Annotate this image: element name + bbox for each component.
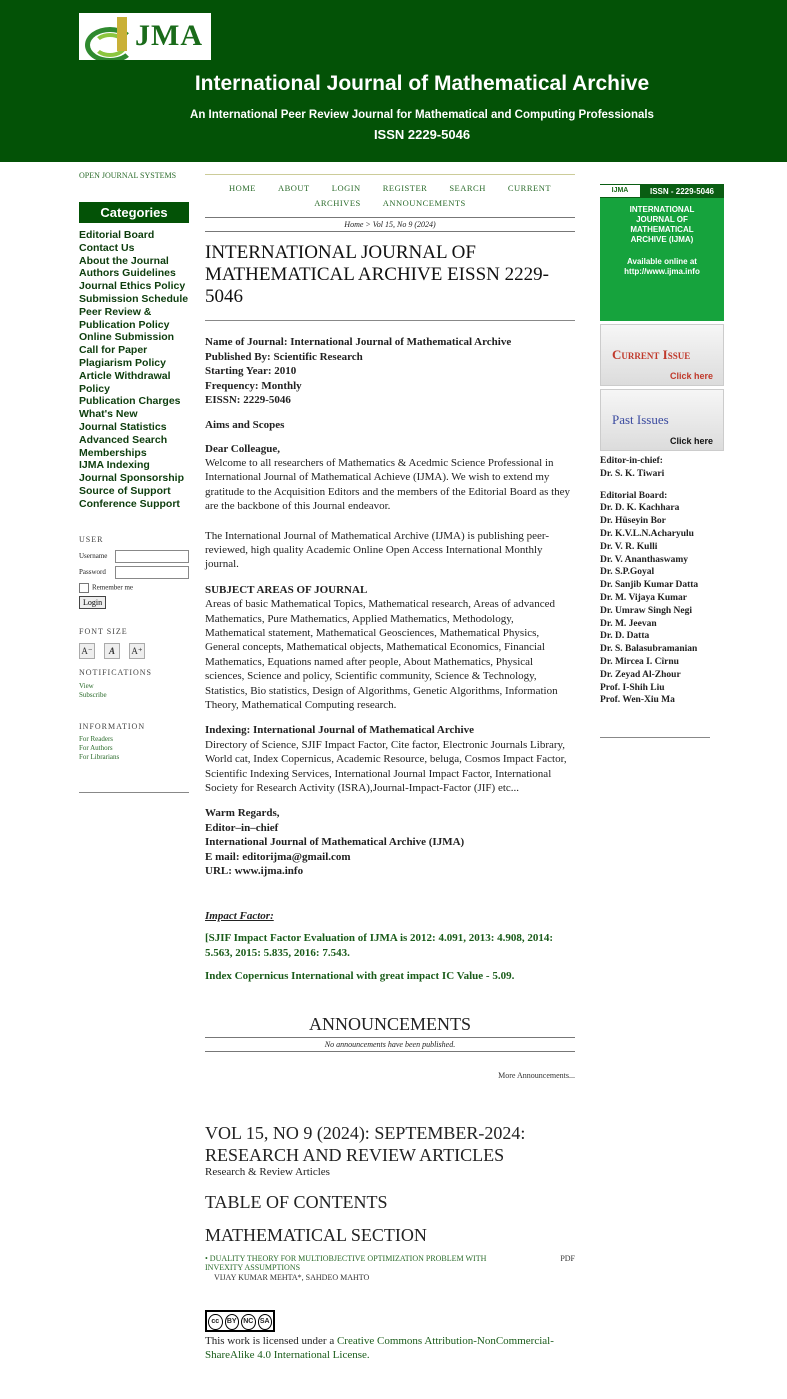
impact-heading: Impact Factor: <box>205 910 274 923</box>
right-divider <box>600 737 710 738</box>
regards-line: E mail: editorijma@gmail.com <box>205 850 351 863</box>
welcome-text: Welcome to all researchers of Mathematics & Acedmic Science Professional in International Journal of Mathematical Achieve (IJMA). We wish to extend my gratitude to the Acquisition Editors and the members of the Editorial Board as they are the backbone of this Journal endeavor. <box>205 456 571 513</box>
journal-info <box>205 335 575 408</box>
info-readers-link[interactable]: For Readers <box>79 734 114 743</box>
indexing-text: Directory of Science, SJIF Impact Factor, Cite factor, Electronic Journals Library, World cat, Index Copernicus, Academic Resource, beluga, Cosmos Impact Factor, Scientific Indexing Services, International Journal Impact Factor, International Society for Research Activity (ISRA),Journal-Impact-Factor (JIF) etc... <box>205 738 567 795</box>
license-prefix: This work is licensed under a <box>205 1334 337 1347</box>
regards-line: URL: www.ijma.info <box>205 865 304 878</box>
board-member: Prof. Wen-Xiu Ma <box>600 695 675 706</box>
issue-subtitle: Research & Review Articles <box>205 1165 330 1178</box>
subject-text: Areas of basic Mathematical Topics, Mathematical research, Areas of advanced Mathematics, Pure Mathematics, Applied Mathematics, Methodology, Mathematical statement, Mathematical Geosciences, Mathematical Physics, General concepts, Mathematical objects, Mathematical Economics, Financial Mathematics, Equations named after people, About Mathematics, Physical sciences, Science and policy, Scientific community, Science & Technology, Statistics, Bio statistics, Design of Algorithms, Genetic Algorithms, Information Theory, Mathematical Computing research. <box>205 598 558 711</box>
left-divider <box>79 792 189 793</box>
ojs-label[interactable]: OPEN JOURNAL SYSTEMS <box>79 171 177 180</box>
category-link[interactable]: Authors Guidelines <box>79 267 176 280</box>
subject-paragraph <box>205 583 575 713</box>
info-line: EISSN: 2229-5046 <box>205 394 291 406</box>
info-librarians-link[interactable]: For Librarians <box>79 752 120 761</box>
site-header <box>0 0 787 162</box>
regards-line: International Journal of Mathematical Archive (IJMA) <box>205 836 465 849</box>
board-member: Dr. Zeyad Al-Zhour <box>600 669 681 680</box>
current-issue-click: Click here <box>669 371 713 381</box>
article-authors: VIJAY KUMAR MEHTA*, SAHDEO MAHTO <box>214 1272 370 1282</box>
site-title: International Journal of Mathematical Archive <box>194 72 650 95</box>
sjif-text: [SJIF Impact Factor Evaluation of IJMA is 2012: 4.091, 2013: 4.908, 2014: 5.563, 2015: 5.835, 2016: 7.543. <box>205 932 554 959</box>
category-link[interactable]: Source of Support <box>79 484 171 497</box>
banner-logo: IJMA <box>600 185 640 197</box>
notifications-title: NOTIFICATIONS <box>79 667 152 677</box>
nav-register[interactable]: REGISTER <box>382 183 428 193</box>
category-link[interactable]: Advanced Search <box>79 433 168 446</box>
font-size-title: FONT SIZE <box>79 626 128 636</box>
welcome-paragraph <box>205 442 575 514</box>
user-block-title: USER <box>79 534 104 544</box>
article-row <box>205 1254 575 1273</box>
nav-announcements[interactable]: ANNOUNCEMENTS <box>382 198 466 208</box>
board-member: Dr. Sanjib Kumar Datta <box>600 580 699 591</box>
announcements-heading: ANNOUNCEMENTS <box>309 1013 471 1034</box>
info-authors-link[interactable]: For Authors <box>79 743 113 752</box>
copernicus-text: Index Copernicus International with great impact IC Value - 5.09. <box>205 970 515 983</box>
journal-banner[interactable] <box>600 184 724 321</box>
remember-label: Remember me <box>92 583 134 592</box>
board-member: Dr. S.P.Goyal <box>600 567 655 578</box>
page-title: INTERNATIONAL JOURNAL OF MATHEMATICAL ARCHIVE EISSN 2229-5046 <box>205 242 549 307</box>
indexing-paragraph <box>205 723 575 795</box>
banner-title: INTERNATIONAL JOURNAL OF MATHEMATICAL ARCHIVE (IJMA) <box>629 205 695 244</box>
editor-in-chief <box>600 455 724 481</box>
category-link[interactable]: Contact Us <box>79 241 135 254</box>
dear-colleague: Dear Colleague, <box>205 442 280 455</box>
article-pdf-link[interactable]: PDF <box>560 1253 575 1263</box>
issue-title: VOL 15, NO 9 (2024): SEPTEMBER-2024: RESEARCH AND REVIEW ARTICLES <box>205 1122 526 1165</box>
nav-login[interactable]: LOGIN <box>331 183 361 193</box>
category-link[interactable]: Call for Paper <box>79 344 148 357</box>
category-link[interactable]: What's New <box>79 408 138 421</box>
editorial-board <box>600 490 724 708</box>
board-member: Dr. Mircea I. Cîrnu <box>600 656 679 667</box>
remember-checkbox[interactable] <box>79 583 89 593</box>
categories-heading: Categories <box>79 202 189 223</box>
past-issues-label: Past Issues <box>612 412 669 427</box>
sa-icon: SA <box>258 1314 273 1330</box>
board-member: Dr. K.V.L.N.Acharyulu <box>600 528 694 539</box>
regards-line: Editor–in–chief <box>205 821 279 834</box>
announcements-empty: No announcements have been published. <box>205 1037 575 1052</box>
board-member: Dr. M. Jeevan <box>600 618 657 629</box>
board-member: Dr. Hüseyin Bor <box>600 516 666 527</box>
board-member: Prof. I-Shih Liu <box>600 682 665 693</box>
category-link[interactable]: Article Withdrawal Policy <box>79 369 171 395</box>
password-label: Password <box>79 568 106 577</box>
eic-label: Editor-in-chief: <box>600 456 663 466</box>
top-nav <box>205 175 575 215</box>
toc-heading: TABLE OF CONTENTS <box>205 1191 388 1212</box>
nav-current[interactable]: CURRENT <box>507 183 552 193</box>
category-link[interactable]: Peer Review & Publication Policy <box>79 305 170 331</box>
username-input[interactable] <box>115 550 189 563</box>
info-line: Name of Journal: International Journal of Mathematical Archive <box>205 336 512 348</box>
main-content <box>205 174 575 1362</box>
font-larger-icon[interactable]: A⁺ <box>129 643 145 659</box>
nav-archives[interactable]: ARCHIVES <box>314 198 361 208</box>
site-issn: ISSN 2229-5046 <box>373 127 471 142</box>
past-issues-banner[interactable] <box>600 389 724 451</box>
category-link[interactable]: About the Journal <box>79 254 169 267</box>
username-label: Username <box>79 552 108 561</box>
board-member: Dr. V. R. Kulli <box>600 541 658 552</box>
category-link[interactable]: Publication Charges <box>79 395 181 408</box>
cc-icon: cc <box>208 1314 223 1330</box>
category-link[interactable]: Submission Schedule <box>79 292 189 305</box>
password-row <box>79 566 189 579</box>
info-line: Published By: Scientific Research <box>205 350 363 363</box>
license-text <box>205 1334 575 1362</box>
more-announcements-link[interactable]: More Announcements... <box>498 1070 575 1080</box>
board-member: Dr. S. Balasubramanian <box>600 644 698 655</box>
category-link[interactable]: Editorial Board <box>79 229 155 241</box>
font-default-icon[interactable]: A <box>104 643 120 659</box>
aims-heading: Aims and Scopes <box>205 418 285 431</box>
nc-icon: NC <box>241 1314 256 1330</box>
category-link[interactable]: Plagiarism Policy <box>79 356 166 369</box>
logo-text: JMA <box>135 19 203 52</box>
information-links <box>79 735 189 762</box>
board-member: Dr. V. Ananthaswamy <box>600 554 688 565</box>
nav-about[interactable]: ABOUT <box>277 183 310 193</box>
board-member: Dr. Umraw Singh Negi <box>600 605 693 616</box>
past-issues-click: Click here <box>669 436 713 446</box>
logo-stem <box>117 17 127 51</box>
publishing-paragraph: The International Journal of Mathematical Archive (IJMA) is publishing peer-reviewed, high quality Academic Online Open Access International Monthly journal. <box>205 529 550 571</box>
right-sidebar <box>600 184 724 738</box>
category-link[interactable]: Memberships <box>79 446 147 459</box>
info-line: Starting Year: 2010 <box>205 365 297 377</box>
notifications-links <box>79 682 189 700</box>
category-link[interactable]: Journal Statistics <box>79 420 167 433</box>
left-sidebar <box>79 171 189 793</box>
section-heading: MATHEMATICAL SECTION <box>205 1224 427 1245</box>
category-link[interactable]: IJMA Indexing <box>79 459 150 472</box>
password-input[interactable] <box>115 566 189 579</box>
site-subtitle: An International Peer Review Journal for Mathematical and Computing Professionals <box>190 109 654 121</box>
information-title: INFORMATION <box>79 721 146 731</box>
journal-logo[interactable] <box>79 13 211 60</box>
nav-search[interactable]: SEARCH <box>449 183 486 193</box>
login-button[interactable]: Login <box>79 596 106 609</box>
board-member: Dr. M. Vijaya Kumar <box>600 592 687 603</box>
board-label: Editorial Board: <box>600 490 668 501</box>
notif-subscribe-link[interactable]: Subscribe <box>79 690 107 699</box>
category-link[interactable]: Journal Sponsorship <box>79 472 185 485</box>
category-link[interactable]: Conference Support <box>79 497 180 510</box>
banner-issn: ISSN - 2229-5046 <box>649 186 715 196</box>
category-link[interactable]: Journal Ethics Policy <box>79 280 186 293</box>
info-line: Frequency: Monthly <box>205 379 302 392</box>
banner-available: Available online at http://www.ijma.info <box>624 257 700 276</box>
article-title-link[interactable]: • DUALITY THEORY FOR MULTIOBJECTIVE OPTIMIZATION PROBLEM WITH INVEXITY ASSUMPTIONS <box>205 1253 487 1273</box>
categories-list <box>79 229 189 511</box>
breadcrumb[interactable]: Home > Vol 15, No 9 (2024) <box>205 217 575 232</box>
indexing-heading: Indexing: International Journal of Mathematical Archive <box>205 724 474 737</box>
title-divider <box>205 320 575 321</box>
current-issue-banner[interactable] <box>600 324 724 386</box>
cc-license-badge[interactable] <box>205 1310 275 1332</box>
board-member: Dr. D. K. Kachhara <box>600 503 680 514</box>
category-link[interactable]: Online Submission <box>79 331 175 344</box>
by-icon: BY <box>225 1314 240 1330</box>
banner-top <box>600 184 724 198</box>
subject-heading: SUBJECT AREAS OF JOURNAL <box>205 583 368 596</box>
regards-block <box>205 806 575 878</box>
current-issue-label: Current Issue <box>612 347 691 362</box>
font-size-controls <box>79 643 189 659</box>
nav-home[interactable]: HOME <box>228 183 256 193</box>
regards-line: Warm Regards, <box>205 807 280 820</box>
license-link[interactable]: Creative Commons Attribution-NonCommercial-ShareAlike 4.0 International License. <box>205 1334 554 1361</box>
board-member: Dr. D. Datta <box>600 631 650 642</box>
font-smaller-icon[interactable]: A⁻ <box>79 643 95 659</box>
username-row <box>79 550 189 563</box>
notif-view-link[interactable]: View <box>79 681 94 690</box>
login-form <box>79 550 189 609</box>
remember-row <box>79 583 189 593</box>
eic-name: Dr. S. K. Tiwari <box>600 468 665 479</box>
